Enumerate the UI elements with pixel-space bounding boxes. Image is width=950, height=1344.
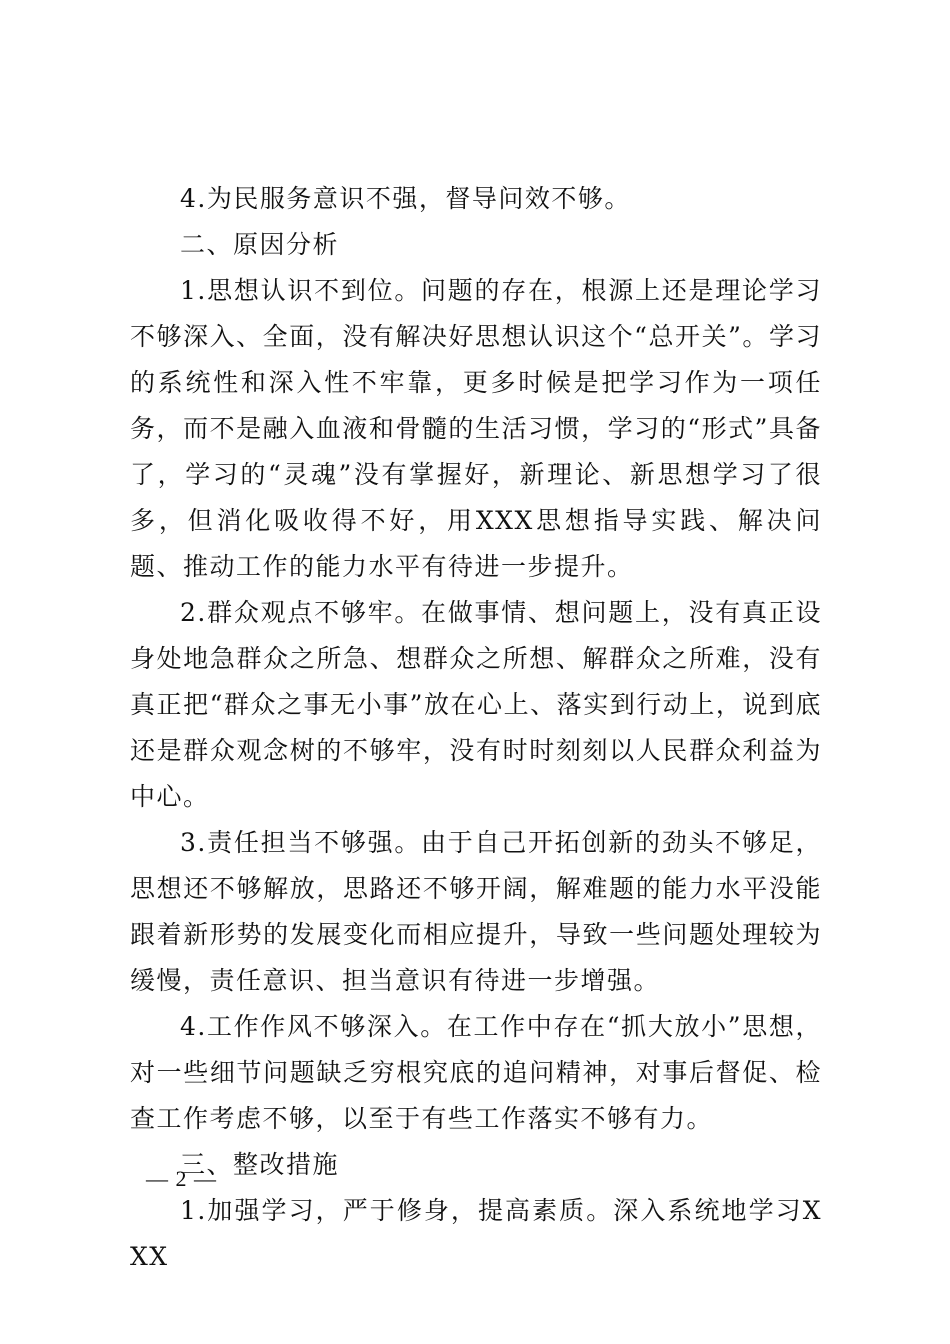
page-number: — 2 — xyxy=(146,1166,217,1191)
section-heading-rectification: 三、整改措施 xyxy=(180,1150,340,1179)
paragraph-study: 1.加强学习，严于修身，提高素质。深入系统地学习XXX xyxy=(130,1196,822,1271)
document-body xyxy=(130,176,822,1280)
paragraph-thinking: 1.思想认识不到位。问题的存在，根源上还是理论学习不够深入、全面，没有解决好思想认识这个“总开关”。学习的系统性和深入性不牢靠，更多时候是把学习作为一项任务，而不是融入血液和骨髓的生活习惯，学习的“形式”具备了，学习的“灵魂”没有掌握好，新理论、新思想学习了很多，但消化吸收得不好，用XXX思想指导实践、解决问题、推动工作的能力水平有待进一步提升。 xyxy=(130,276,822,581)
paragraph-work-style: 4.工作作风不够深入。在工作中存在“抓大放小”思想，对一些细节问题缺乏穷根究底的追问精神，对事后督促、检查工作考虑不够，以至于有些工作落实不够有力。 xyxy=(130,1012,822,1133)
section-heading-cause-analysis: 二、原因分析 xyxy=(180,230,340,259)
paragraph-service-awareness: 4.为民服务意识不强，督导问效不够。 xyxy=(180,184,631,213)
paragraph-responsibility: 3.责任担当不够强。由于自己开拓创新的劲头不够足，思想还不够解放，思路还不够开阔，解难题的能力水平没能跟着新形势的发展变化而相应提升，导致一些问题处理较为缓慢，责任意识、担当意识有待进一步增强。 xyxy=(130,828,822,995)
paragraph-masses: 2.群众观点不够牢。在做事情、想问题上，没有真正设身处地急群众之所急、想群众之所想、解群众之所难，没有真正把“群众之事无小事”放在心上、落实到行动上，说到底还是群众观念树的不够牢，没有时时刻刻以人民群众利益为中心。 xyxy=(130,598,822,811)
